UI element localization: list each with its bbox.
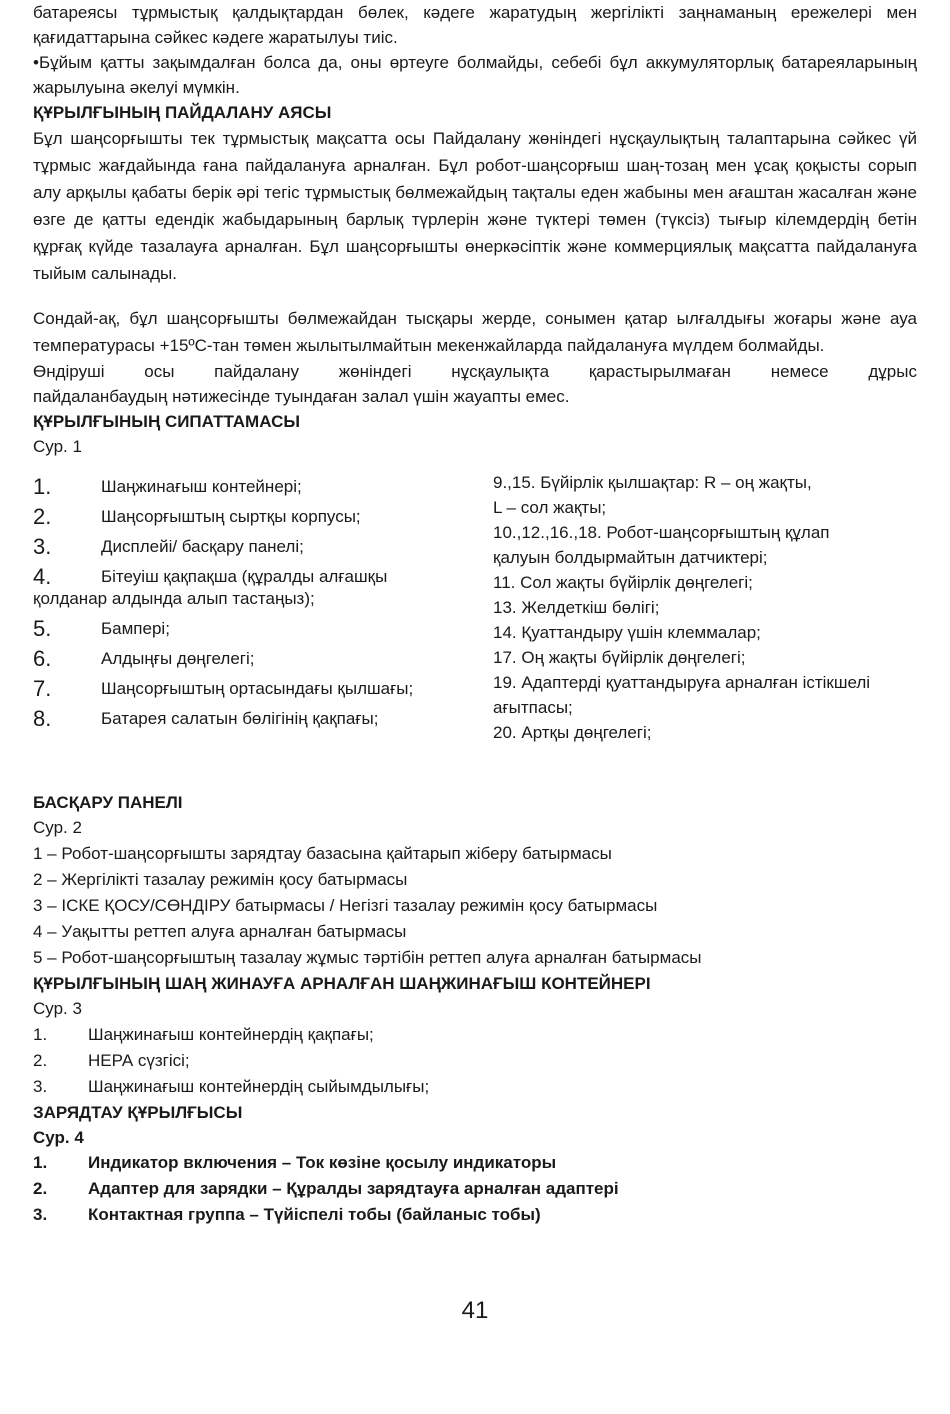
list-item: 4. Бітеуіш қақпақша (құралды алғашқы [33, 564, 388, 589]
usage-paragraph-2: Сондай-ақ, бұл шаңсорғышты бөлмежайдан тысқары жерде, сонымен қатар ылғалдығы жоғары және ауа температурасы +15ºС-тан төмен жылытылмайтын мекенжайларда пайдалануға мүлдем болмайды. [33, 309, 917, 355]
description-figure-label: Сур. 1 [33, 437, 82, 456]
list-item: 8. Батарея салатын бөлігінің қақпағы; [33, 706, 379, 731]
description-heading: ҚҰРЫЛҒЫНЫҢ СИПАТТАМАСЫ [33, 412, 300, 431]
list-item: L – сол жақты; [493, 498, 607, 517]
list-item: 1. Шаңжинағыш контейнері; [33, 474, 302, 499]
container-figure-label: Сур. 3 [33, 999, 82, 1018]
control-figure-label: Сур. 2 [33, 818, 82, 837]
charger-list [33, 1150, 917, 1228]
usage-paragraph-1: Бұл шаңсорғышты тек тұрмыстық мақсатта осы Пайдалану жөніндегі нұсқаулықтың талаптарына сәйкес үй тұрмыс жағдайында ғана пайдалануға арналған. Бұл робот-шаңсорғыш шаң-тозаң мен ұсақ қоқысты сорып алу арқылы қабаты берік әрі тегіс тұрмыстық бөлмежайдың тақталы еден жабыны мен ағаштан жасалған және өзге де қатты едендік жабыдарының барлық түрлерін және түктері төмен (түксіз) тығыр кілемдердің бетін құрғақ күйде тазалауға арналған. Бұл шаңсорғышты өнеркәсіптік және коммерциялық мақсатта пайдалануға тыйым салынады. [33, 129, 917, 283]
list-item: 19. Адаптерді қуаттандыруға арналған істікшелі [493, 673, 871, 692]
page-number: 41 [461, 1297, 489, 1324]
list-item: 2. Шаңсорғыштың сыртқы корпусы; [33, 504, 361, 529]
manual-page [33, 0, 917, 1228]
usage-paragraph-3-line-1: Өндіруші осы пайдалану жөніндегі нұсқаулықта қарастырылмаған немесе дұрыс [33, 362, 917, 381]
list-item: 20. Артқы дөңгелегі; [493, 723, 652, 742]
control-item: 1 – Робот-шаңсорғышты зарядтау базасына қайтарып жіберу батырмасы [33, 844, 612, 863]
control-item: 3 – ІСКЕ ҚОСУ/СӨНДІРУ батырмасы / Негізгі тазалау режимін қосу батырмасы [33, 896, 658, 915]
control-item: 4 – Уақытты реттеп алуға арналған батырмасы [33, 922, 407, 941]
list-item: 5. Бампері; [33, 616, 170, 641]
list-item: 3. Дисплейі/ басқару панелі; [33, 534, 304, 559]
list-item: 1. Индикатор включения – Ток көзіне қосылу индикаторы [33, 1153, 557, 1172]
list-item: 2. НЕРА сүзгісі; [33, 1051, 190, 1070]
list-item: ағытпасы; [493, 698, 573, 717]
list-item: 2. Адаптер для зарядки – Құралды зарядтауға арналған адаптері [33, 1179, 619, 1198]
list-item: 11. Сол жақты бүйірлік дөңгелегі; [493, 573, 753, 592]
list-item: 3. Шаңжинағыш контейнердің сыйымдылығы; [33, 1077, 430, 1096]
usage-heading: ҚҰРЫЛҒЫНЫҢ ПАЙДАЛАНУ АЯСЫ [33, 103, 332, 122]
list-item: 9.,15. Бүйірлік қылшақтар: R – оң жақты, [493, 473, 812, 492]
list-item: 6. Алдыңғы дөңгелегі; [33, 646, 255, 671]
control-item: 2 – Жергілікті тазалау режимін қосу батырмасы [33, 870, 408, 889]
charger-figure-label: Сур. 4 [33, 1128, 84, 1147]
list-item: қалуын болдырмайтын датчиктері; [493, 548, 768, 567]
list-item: 3. Контактная группа – Түйіспелі тобы (байланыс тобы) [33, 1205, 541, 1224]
description-right-list [493, 470, 917, 745]
usage-paragraph-3-line-2: пайдаланбаудың нәтижесінде туындаған залал үшін жауапты емес. [33, 387, 570, 406]
list-item: 7. Шаңсорғыштың ортасындағы қылшағы; [33, 676, 414, 701]
container-list [33, 1022, 917, 1100]
description-columns [33, 472, 917, 762]
control-heading: БАСҚАРУ ПАНЕЛІ [33, 793, 183, 812]
intro-paragraph: батареясы тұрмыстық қалдықтардан бөлек, кәдеге жаратудың жергілікті заңнаманың ережелері мен қағидаттарына сәйкес кәдеге жаратылуы тиіс. [33, 3, 917, 47]
list-item: 1. Шаңжинағыш контейнердің қақпағы; [33, 1025, 374, 1044]
charger-heading: ЗАРЯДТАУ ҚҰРЫЛҒЫСЫ [33, 1103, 243, 1122]
intro-bullet: •Бұйым қатты зақымдалған болса да, оны өртеуге болмайды, себебі бұл аккумуляторлық батареяларының жарылуына әкелуі мүмкін. [33, 53, 917, 97]
list-item: 10.,12.,16.,18. Робот-шаңсорғыштың құлап [493, 523, 830, 542]
list-item-continuation: қолданар алдында алып тастаңыз); [33, 589, 315, 608]
control-item: 5 – Робот-шаңсорғыштың тазалау жұмыс тәртібін реттеп алуға арналған батырмасы [33, 948, 702, 967]
container-heading: ҚҰРЫЛҒЫНЫҢ ШАҢ ЖИНАУҒА АРНАЛҒАН ШАҢЖИНАҒЫШ КОНТЕЙНЕРІ [33, 974, 651, 993]
description-left-list [33, 472, 473, 734]
list-item: 14. Қуаттандыру үшін клеммалар; [493, 623, 761, 642]
list-item: 17. Оң жақты бүйірлік дөңгелегі; [493, 648, 746, 667]
list-item: 13. Желдеткіш бөлігі; [493, 598, 660, 617]
